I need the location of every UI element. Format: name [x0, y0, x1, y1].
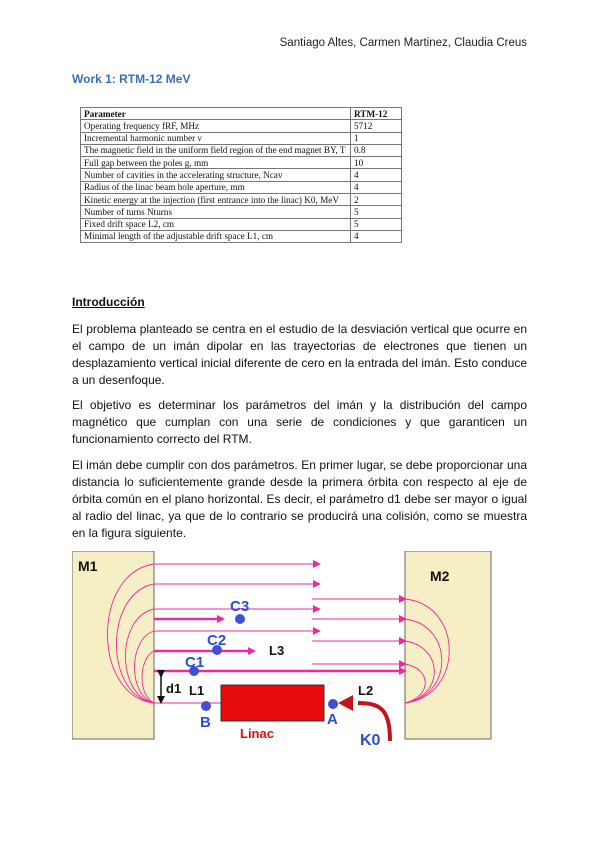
page-header-authors: Santiago Altes, Carmen Martinez, Claudia Creus [279, 37, 527, 49]
label-a: A [327, 711, 338, 728]
label-linac: Linac [240, 726, 274, 741]
table-cell-value: 5 [351, 218, 402, 230]
table-cell-parameter: Minimal length of the adjustable drift space L1, cm [81, 230, 351, 242]
table-header-parameter: Parameter [81, 108, 351, 120]
beam-point-a [328, 699, 338, 709]
table-cell-value: 0.8 [351, 144, 402, 156]
injection-arrow-icon [338, 695, 353, 711]
beam-point-c3 [235, 614, 245, 624]
paragraph: El objetivo es determinar los parámetros del imán y la distribución del campo magnético que cumplan con una serie de condiciones y que garanticen un funcionamiento correcto del RTM. [72, 398, 527, 446]
table-cell-value: 5 [351, 206, 402, 218]
table-row [81, 132, 402, 144]
table-row [81, 169, 402, 181]
table-cell-parameter: Fixed drift space L2, cm [81, 218, 351, 230]
table-cell-value: 4 [351, 230, 402, 242]
table-cell-parameter: Kinetic energy at the injection (first entrance into the linac) K0, MeV [81, 194, 351, 206]
label-c1: C1 [185, 654, 205, 671]
table-cell-parameter: Operating frequency fRF, MHz [81, 120, 351, 132]
table-cell-value: 2 [351, 194, 402, 206]
orbit-lines [108, 564, 450, 703]
table-header-value: RTM-12 [351, 108, 402, 120]
table-cell-value: 5712 [351, 120, 402, 132]
table-cell-value: 1 [351, 132, 402, 144]
table-cell-parameter: Radius of the linac beam hole aperture, mm [81, 181, 351, 193]
beam-point-b [201, 701, 211, 711]
table-row [81, 230, 402, 242]
table-cell-parameter: Number of turns Nturns [81, 206, 351, 218]
label-m2: M2 [430, 568, 450, 584]
label-b: B [200, 714, 211, 731]
paragraph: El imán debe cumplir con dos parámetros. En primer lugar, se debe proporcionar una distancia lo suficientemente grande desde la primera órbita con respecto al eje de órbita común en el plano horizontal. Es decir, el parámetro d1 debe ser mayor o igual al radio del linac, ya que de lo contrario se producirá una colisión, como se muestra en la figura siguiente. [72, 458, 527, 540]
table-header-row [81, 108, 402, 120]
rtm-orbit-figure [72, 551, 527, 751]
table-row [81, 120, 402, 132]
table-cell-parameter: Number of cavities in the accelerating structure, Ncav [81, 169, 351, 181]
label-k0: K0 [360, 732, 381, 749]
linac-block [221, 685, 324, 721]
magnet-m1 [72, 551, 154, 739]
label-d1: d1 [166, 681, 182, 696]
table-cell-parameter: Full gap between the poles g, mm [81, 157, 351, 169]
table-cell-value: 4 [351, 181, 402, 193]
label-l2: L2 [358, 683, 374, 698]
table-row [81, 157, 402, 169]
label-c3: C3 [230, 598, 250, 615]
label-c2: C2 [207, 632, 227, 649]
table-cell-value: 10 [351, 157, 402, 169]
label-l3: L3 [269, 643, 285, 658]
table-row [81, 194, 402, 206]
label-l1: L1 [189, 683, 205, 698]
table-row [81, 181, 402, 193]
table-cell-parameter: The magnetic field in the uniform field region of the end magnet BY, T [81, 144, 351, 156]
table-cell-value: 4 [351, 169, 402, 181]
table-row [81, 206, 402, 218]
section-title: Introducción [72, 295, 145, 309]
table-cell-parameter: Incremental harmonic number ν [81, 132, 351, 144]
table-row [81, 144, 402, 156]
paragraph: El problema planteado se centra en el estudio de la desviación vertical que ocurre en el campo de un imán dipolar en las trayectorias de electrones que tienen un desplazamiento vertical inicial diferente de cero en la entrada del imán. Esto conduce a un desenfoque. [72, 322, 527, 387]
label-m1: M1 [78, 558, 98, 574]
work-title: Work 1: RTM-12 MeV [72, 72, 191, 86]
parameters-table [80, 107, 402, 243]
table-row [81, 218, 402, 230]
